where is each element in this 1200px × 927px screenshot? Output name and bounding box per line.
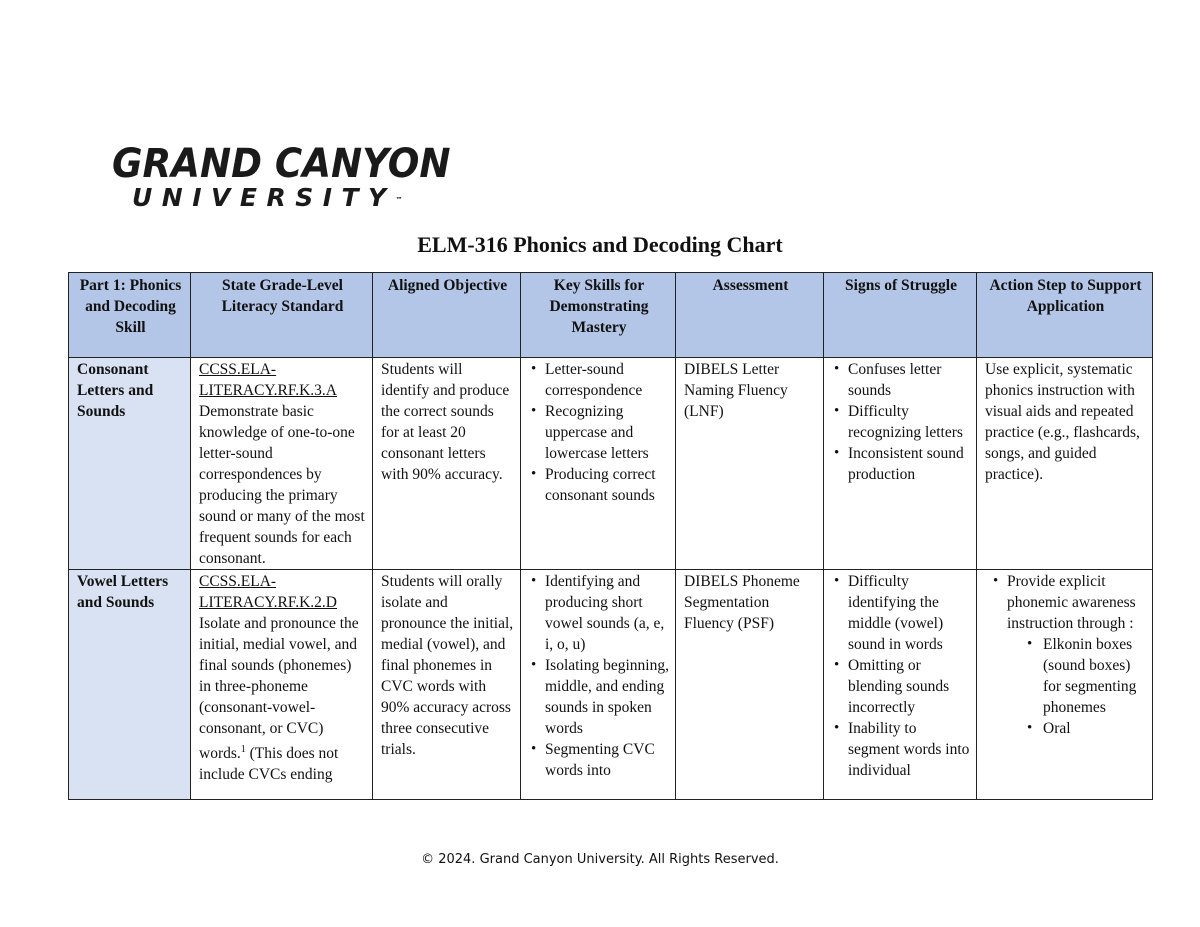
standard-text-continued: (This does not include CVCs ending xyxy=(199,745,339,784)
struggle-item: • Inability to segment words into individual xyxy=(848,718,970,781)
assessment-cell: DIBELS Phoneme Segmentation Fluency (PSF) xyxy=(676,570,824,800)
struggle-item: • Difficulty identifying the middle (vowel) sound in words xyxy=(848,571,970,655)
struggle-cell xyxy=(824,358,977,570)
page-title: ELM-316 Phonics and Decoding Chart xyxy=(417,232,783,257)
header-struggle: Signs of Struggle xyxy=(824,273,977,358)
header-skill: Part 1: Phonics and Decoding Skill xyxy=(69,273,191,358)
table-row xyxy=(69,358,1153,570)
logo-university-text: UNIVERSITY xyxy=(132,183,396,212)
standard-text-block xyxy=(199,613,366,785)
objective-cell: Students will identify and produce the correct sounds for at least 20 consonant letters with 90% accuracy. xyxy=(373,358,521,570)
standard-code: CCSS.ELA-LITERACY.RF.K.2.D xyxy=(199,573,337,611)
header-action: Action Step to Support Application xyxy=(977,273,1153,358)
table-row xyxy=(69,570,1153,800)
phonics-chart-table xyxy=(68,272,1153,800)
key-skill-item: • Recognizing uppercase and lowercase letters xyxy=(545,401,669,464)
table-header-row xyxy=(69,273,1153,358)
header-objective: Aligned Objective xyxy=(373,273,521,358)
header-key-skills: Key Skills for Demonstrating Mastery xyxy=(521,273,676,358)
copyright-footer: © 2024. Grand Canyon University. All Rights Reserved. xyxy=(421,852,779,867)
standard-cell xyxy=(191,570,373,800)
struggle-item: • Confuses letter sounds xyxy=(848,359,970,401)
university-logo xyxy=(112,141,451,216)
standard-cell xyxy=(191,358,373,570)
skill-cell: Vowel Letters and Sounds xyxy=(69,570,191,800)
objective-text: Students will orally isolate and pronounce the initial, medial (vowel), and final phonemes in CVC words with 90% accuracy across three consecutive trials. xyxy=(381,573,514,758)
key-skill-item: • Letter-sound correspondence xyxy=(545,359,669,401)
struggle-item: • Omitting or blending sounds incorrectly xyxy=(848,655,970,718)
action-sub-item: • Oral xyxy=(1043,718,1146,739)
action-cell xyxy=(977,570,1153,800)
struggle-cell xyxy=(824,570,977,800)
skill-cell: Consonant Letters and Sounds xyxy=(69,358,191,570)
action-cell: Use explicit, systematic phonics instruction with visual aids and repeated practice (e.g., flashcards, songs, and guided practice). xyxy=(977,358,1153,570)
objective-cell xyxy=(373,570,521,800)
key-skill-item: • Segmenting CVC words into xyxy=(545,739,669,781)
footnote-marker: 1 xyxy=(240,744,246,755)
header-assessment: Assessment xyxy=(676,273,824,358)
trademark-symbol: ™ xyxy=(395,196,403,204)
key-skills-cell xyxy=(521,570,676,800)
struggle-item: • Inconsistent sound production xyxy=(848,443,970,485)
logo-line-grand-canyon: GRAND CANYON xyxy=(112,141,451,187)
action-item xyxy=(1007,571,1146,739)
logo-line-university xyxy=(132,184,432,212)
key-skills-cell xyxy=(521,358,676,570)
header-standard: State Grade-Level Literacy Standard xyxy=(191,273,373,358)
standard-text: Isolate and pronounce the initial, medial vowel, and final sounds (phonemes) in three-phoneme (consonant-vowel-consonant, or CVC) words. xyxy=(199,615,359,763)
action-main-text: • Provide explicit phonemic awareness instruction through : xyxy=(1007,573,1136,632)
standard-code: CCSS.ELA-LITERACY.RF.K.3.A xyxy=(199,361,337,399)
key-skill-item: • Isolating beginning, middle, and ending sounds in spoken words xyxy=(545,655,669,739)
key-skill-item: • Identifying and producing short vowel sounds (a, e, i, o, u) xyxy=(545,571,669,655)
key-skill-item: • Producing correct consonant sounds xyxy=(545,464,669,506)
standard-text: Demonstrate basic knowledge of one-to-one letter-sound correspondences by producing the primary sound or many of the most frequent sounds for each consonant. xyxy=(199,403,365,567)
struggle-item: • Difficulty recognizing letters xyxy=(848,401,970,443)
action-sub-item: • Elkonin boxes (sound boxes) for segmenting phonemes xyxy=(1043,634,1146,718)
assessment-cell: DIBELS Letter Naming Fluency (LNF) xyxy=(676,358,824,570)
